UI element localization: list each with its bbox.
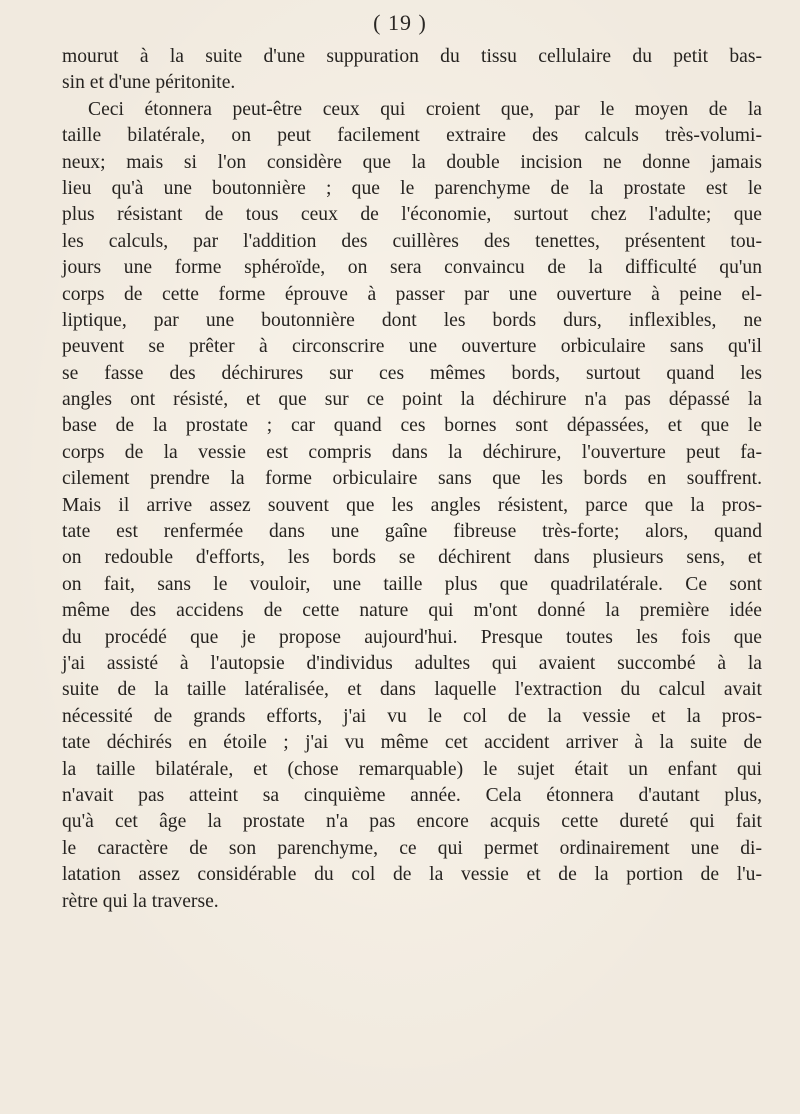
page-number: ( 19 ) (373, 10, 427, 35)
text-line: qu'à cet âge la prostate n'a pas encore acquis cette dureté qui fait (62, 811, 762, 833)
text-line: la taille bilatérale, et (chose remarquable) le sujet était un enfant qui (62, 758, 762, 780)
text-line: lieu qu'à une boutonnière ; que le parenchyme de la prostate est le (62, 177, 762, 199)
text-line: corps de la vessie est compris dans la déchirure, l'ouverture peut fa- (62, 441, 762, 463)
text-line: le caractère de son parenchyme, ce qui permet ordinairement une di- (62, 837, 762, 859)
text-line: latation assez considérable du col de la vessie et de la portion de l'u- (62, 864, 762, 886)
text-line: sin et d'une péritonite. (62, 72, 236, 94)
text-line: mourut à la suite d'une suppuration du tissu cellulaire du petit bas- (62, 46, 762, 67)
text-line: peuvent se prêter à circonscrire une ouverture orbiculaire sans qu'il (62, 336, 762, 358)
text-line: base de la prostate ; car quand ces bornes sont dépassées, et que le (62, 415, 762, 437)
text-line: on redouble d'efforts, les bords se déchirent dans plusieurs sens, et (62, 547, 762, 569)
text-line: les calculs, par l'addition des cuillères des tenettes, présentent tou- (62, 230, 762, 252)
text-line: se fasse des déchirures sur ces mêmes bords, surtout quand les (62, 362, 762, 384)
text-line: liptique, par une boutonnière dont les bords durs, inflexibles, ne (62, 309, 762, 331)
text-line: corps de cette forme éprouve à passer par une ouverture à peine el- (62, 283, 762, 305)
text-line: tate déchirés en étoile ; j'ai vu même cet accident arriver à la suite de (62, 732, 762, 754)
text-line: tate est renfermée dans une gaîne fibreuse très-forte; alors, quand (62, 521, 762, 543)
text-line: cilement prendre la forme orbiculaire sans que les bords en souffrent. (62, 468, 762, 490)
text-line: jours une forme sphéroïde, on sera convaincu de la difficulté qu'un (62, 257, 762, 279)
text-line: du procédé que je propose aujourd'hui. Presque toutes les fois que (62, 626, 762, 648)
text-line: neux; mais si l'on considère que la double incision ne donne jamais (62, 151, 762, 173)
text-line: plus résistant de tous ceux de l'économie, surtout chez l'adulte; que (62, 204, 762, 226)
text-line: n'avait pas atteint sa cinquième année. Cela étonnera d'autant plus, (62, 784, 762, 806)
text-line: suite de la taille latéralisée, et dans laquelle l'extraction du calcul avait (62, 679, 762, 701)
text-line: nécessité de grands efforts, j'ai vu le col de la vessie et la pros- (62, 705, 762, 727)
text-line: on fait, sans le vouloir, une taille plus que quadrilatérale. Ce sont (62, 573, 762, 595)
text-line: j'ai assisté à l'autopsie d'individus adultes qui avaient succombé à la (62, 652, 762, 674)
text-line: même des accidens de cette nature qui m'ont donné la première idée (62, 600, 762, 622)
body-text (62, 44, 762, 915)
text-line: Mais il arrive assez souvent que les angles résistent, parce que la pros- (62, 494, 762, 516)
text-line: taille bilatérale, on peut facilement extraire des calculs très-volumi- (62, 125, 762, 147)
text-line: rètre qui la traverse. (62, 890, 219, 912)
text-line: angles ont résisté, et que sur ce point la déchirure n'a pas dépassé la (62, 389, 762, 411)
paragraph-start-line: Ceci étonnera peut-être ceux qui croient que, par le moyen de la (88, 98, 762, 120)
